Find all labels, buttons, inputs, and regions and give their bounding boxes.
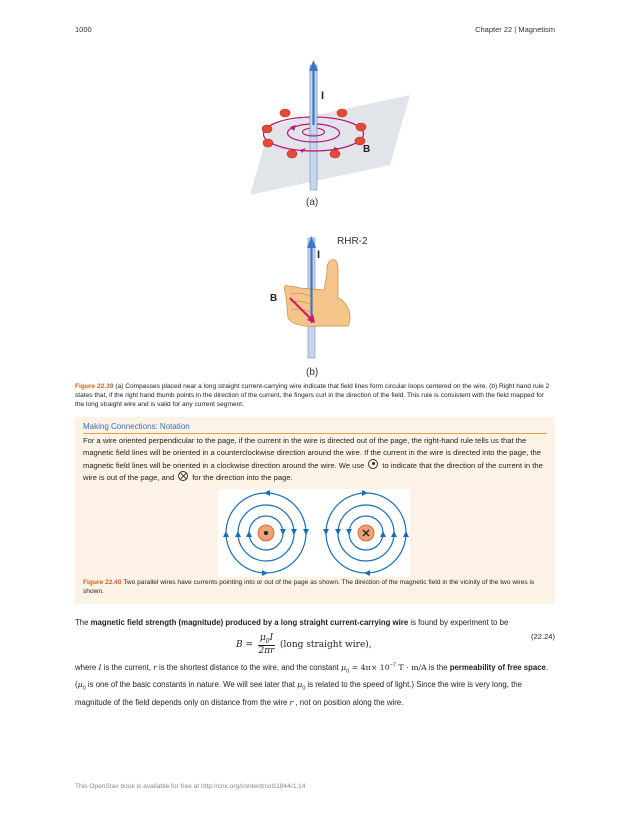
equation-note: (long straight wire), [280, 639, 372, 650]
bold-term: permeability of free space [449, 663, 546, 672]
current-out-of-page-icon [368, 459, 378, 469]
field-arrowhead [380, 531, 386, 537]
field-arrowhead [280, 529, 286, 535]
figure-number: Figure 22.39 [75, 383, 114, 390]
text: is the [426, 663, 450, 672]
wire-out-of-page-diagram [223, 490, 309, 576]
wire-into-page-diagram [323, 490, 409, 576]
field-arrowhead [364, 570, 370, 576]
equation-lhs: B = [236, 639, 254, 650]
panel-label-b: (b) [306, 367, 319, 378]
current-label: I [317, 249, 321, 261]
intro-text: The [75, 618, 91, 627]
figure-caption-22-39 [75, 383, 555, 410]
compass-icon [263, 139, 273, 147]
hand-shape [284, 260, 350, 327]
compass-icon [330, 150, 340, 158]
making-connections-text [83, 435, 545, 484]
making-connections-title: Making Connections: Notation [83, 422, 190, 431]
compass-icon [280, 109, 290, 117]
equation-22-24 [236, 633, 372, 656]
intro-text-rest: is found by experiment to be [408, 618, 509, 627]
field-label: B [363, 144, 371, 155]
field-arrowhead [264, 490, 270, 496]
field-arrowhead [362, 490, 368, 496]
field-arrowhead [262, 570, 268, 576]
text: is the current, [101, 663, 154, 672]
field-label: B [270, 293, 278, 304]
equation-mu: μ [259, 633, 266, 643]
title-divider [83, 433, 547, 434]
current-into-page-icon [178, 471, 188, 481]
equation-number: (22.24) [530, 632, 555, 641]
var-mu: μ [297, 680, 303, 690]
figure-caption-22-40 [83, 579, 545, 597]
var-mu: μ [341, 663, 347, 672]
field-arrowhead [291, 529, 297, 535]
intro-bold-term: magnetic field strength (magnitude) produced by a long straight current-carrying wire [90, 618, 409, 627]
text: , not on position along the wire. [293, 697, 404, 707]
constant-exponent: −7 [389, 662, 396, 669]
figure-number: Figure 22.40 [83, 579, 122, 586]
intro-paragraph [75, 617, 555, 629]
footer-text: This OpenStax book is available for free at http://cnx.org/content/col11844/1.14 [75, 783, 306, 790]
making-connections-box [75, 417, 555, 604]
equation-mu-sub: 0 [265, 637, 270, 645]
var-mu-sub: 0 [302, 685, 306, 692]
var-mu-sub: 0 [346, 668, 350, 675]
figure-caption-text: Two parallel wires have currents pointing into or out of the page as shown. The direction of the magnetic field in the vicinity of the two wires is shown. [83, 579, 535, 595]
field-arrowhead [235, 531, 241, 537]
field-arrowhead [335, 529, 341, 535]
text: is related to the speed of light.) Since the wire is very long, the magnitude of the field depends only on distance from the wire [75, 680, 522, 707]
figure-22-39a [230, 55, 430, 195]
var-mu: μ [77, 680, 83, 690]
page-number: 1000 [75, 25, 92, 34]
notation-text-part2: to indicate that the direction of the current in the wire is out of the page, and [83, 460, 543, 483]
field-arrowhead [303, 529, 309, 535]
compass-icon [287, 150, 297, 158]
equation-denominator: 2πr [258, 645, 275, 656]
text: is one of the basic constants in nature. We will see later that [85, 680, 298, 690]
notation-text-part1: For a wire oriented perpendicular to the page, if the current in the wire is directed out of the page, the right-hand rule tells us that the magnetic field lines will be oriented in a counterclockwise direction around the wire. If the current in the wire is directed into the page, the magnetic field lines will be oriented in a clockwise direction around the wire. We use [83, 436, 541, 470]
field-arrowhead [391, 531, 397, 537]
field-arrowhead [323, 529, 329, 535]
text: . ( [75, 663, 549, 690]
current-out-dot-icon [264, 531, 268, 535]
compass-icon [356, 123, 366, 131]
equation-current: I [269, 633, 274, 643]
var-distance: r [153, 663, 157, 672]
field-arrowhead [246, 531, 252, 537]
var-current: I [98, 663, 102, 672]
constant-value: = 4π× 10 [349, 663, 390, 672]
text: where [75, 663, 99, 672]
notation-text-part3: for the direction into the page. [192, 473, 293, 483]
figure-22-40 [218, 489, 410, 577]
text: is the shortest distance to the wire, and the constant [156, 663, 342, 672]
panel-label-a: (a) [306, 197, 319, 208]
field-arrowhead [346, 529, 352, 535]
explanation-paragraph [75, 660, 555, 710]
rule-label: RHR-2 [337, 236, 368, 247]
compass-icon [337, 109, 347, 117]
field-arrowhead [403, 531, 409, 537]
equation-fraction [258, 633, 275, 656]
current-label: I [321, 90, 325, 102]
field-arrowhead [223, 531, 229, 537]
figure-22-39b [260, 228, 400, 363]
var-mu-sub: 0 [82, 685, 86, 692]
var-distance: r [289, 697, 294, 707]
constant-unit: T · m/A [395, 663, 427, 672]
chapter-title: Chapter 22 | Magnetism [475, 25, 555, 34]
figure-caption-text: (a) Compasses placed near a long straight current-carrying wire indicate that field lines form circular loops centered on the wire. (b) Right hand rule 2 states that, if the right hand thumb points in the direction of the current, the fingers curl in the direction of the field. This rule is consistent with the field mapped for the long straight wire and is valid for any current segment. [75, 383, 550, 408]
compass-icon [262, 125, 272, 133]
